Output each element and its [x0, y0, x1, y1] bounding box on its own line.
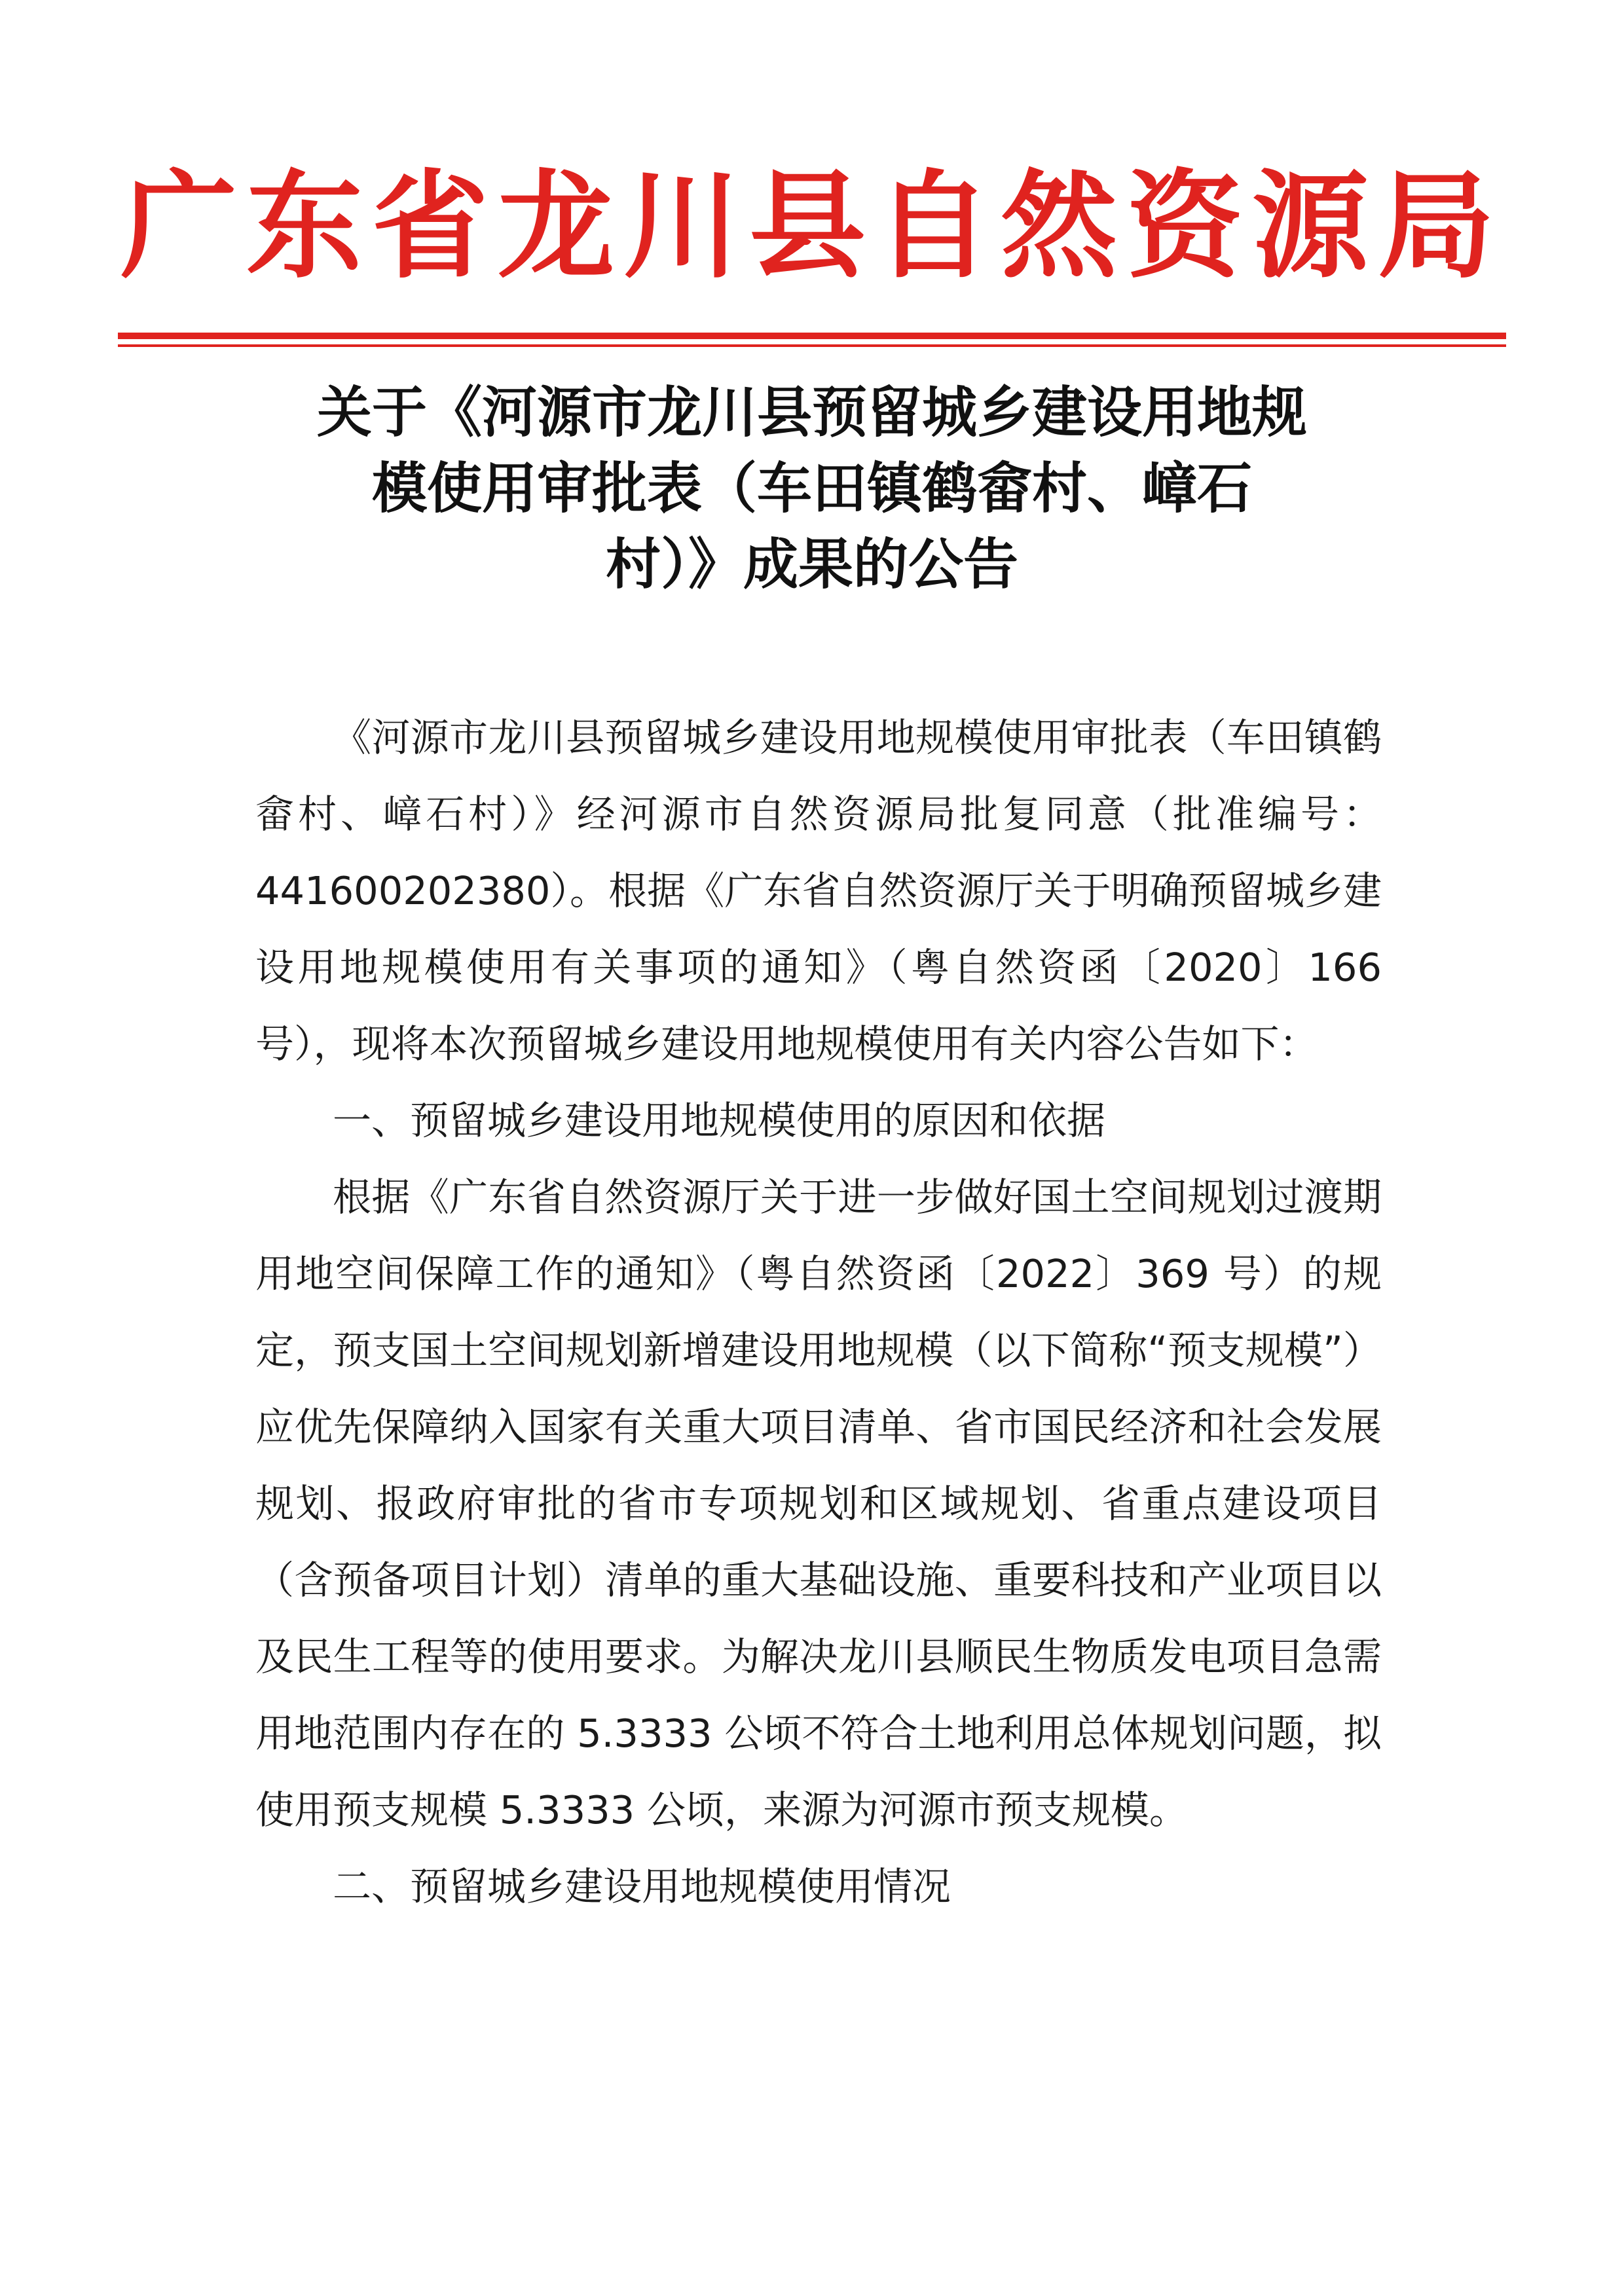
body-paragraph-1: 《河源市龙川县预留城乡建设用地规模使用审批表（车田镇鹤畲村、嶂石村）》经河源市自然资源局批复同意（批准编号：441600202380）。根据《广东省自然资源厅关于明确预留城乡建设用地规模使用有关事项的通知》（粤自然资函〔2020〕166 号），现将本次预留城乡建设用地规模使用有关内容公告如下：	[255, 715, 1382, 1066]
section-1-heading: 一、预留城乡建设用地规模使用的原因和依据	[333, 1098, 1106, 1143]
body-paragraph-2: 根据《广东省自然资源厅关于进一步做好国土空间规划过渡期用地空间保障工作的通知》（粤自然资函〔2022〕369 号）的规定，预支国土空间规划新增建设用地规模（以下简称“预支规模”）应优先保障纳入国家有关重大项目清单、省市国民经济和社会发展规划、报政府审批的省市专项规划和区域规划、省重点建设项目（含预备项目计划）清单的重大基础设施、重要科技和产业项目以及民生工程等的使用要求。为解决龙川县顺民生物质发电项目急需用地范围内存在的 5.3333 公顷不符合土地利用总体规划问题，拟使用预支规模 5.3333 公顷，来源为河源市预支规模。	[255, 1175, 1382, 1832]
header-divider-thin	[118, 344, 1506, 347]
title-line-1: 关于《河源市龙川县预留城乡建设用地规	[316, 380, 1307, 445]
document-body	[255, 699, 1382, 1925]
header-divider-thick	[118, 333, 1506, 339]
document-title	[236, 374, 1388, 602]
section-2-heading: 二、预留城乡建设用地规模使用情况	[333, 1864, 951, 1909]
organization-header: 广东省龙川县自然资源局	[120, 157, 1504, 294]
title-line-2: 模使用审批表（车田镇鹤畲村、嶂石	[371, 456, 1252, 520]
title-line-3: 村）》成果的公告	[605, 532, 1018, 596]
